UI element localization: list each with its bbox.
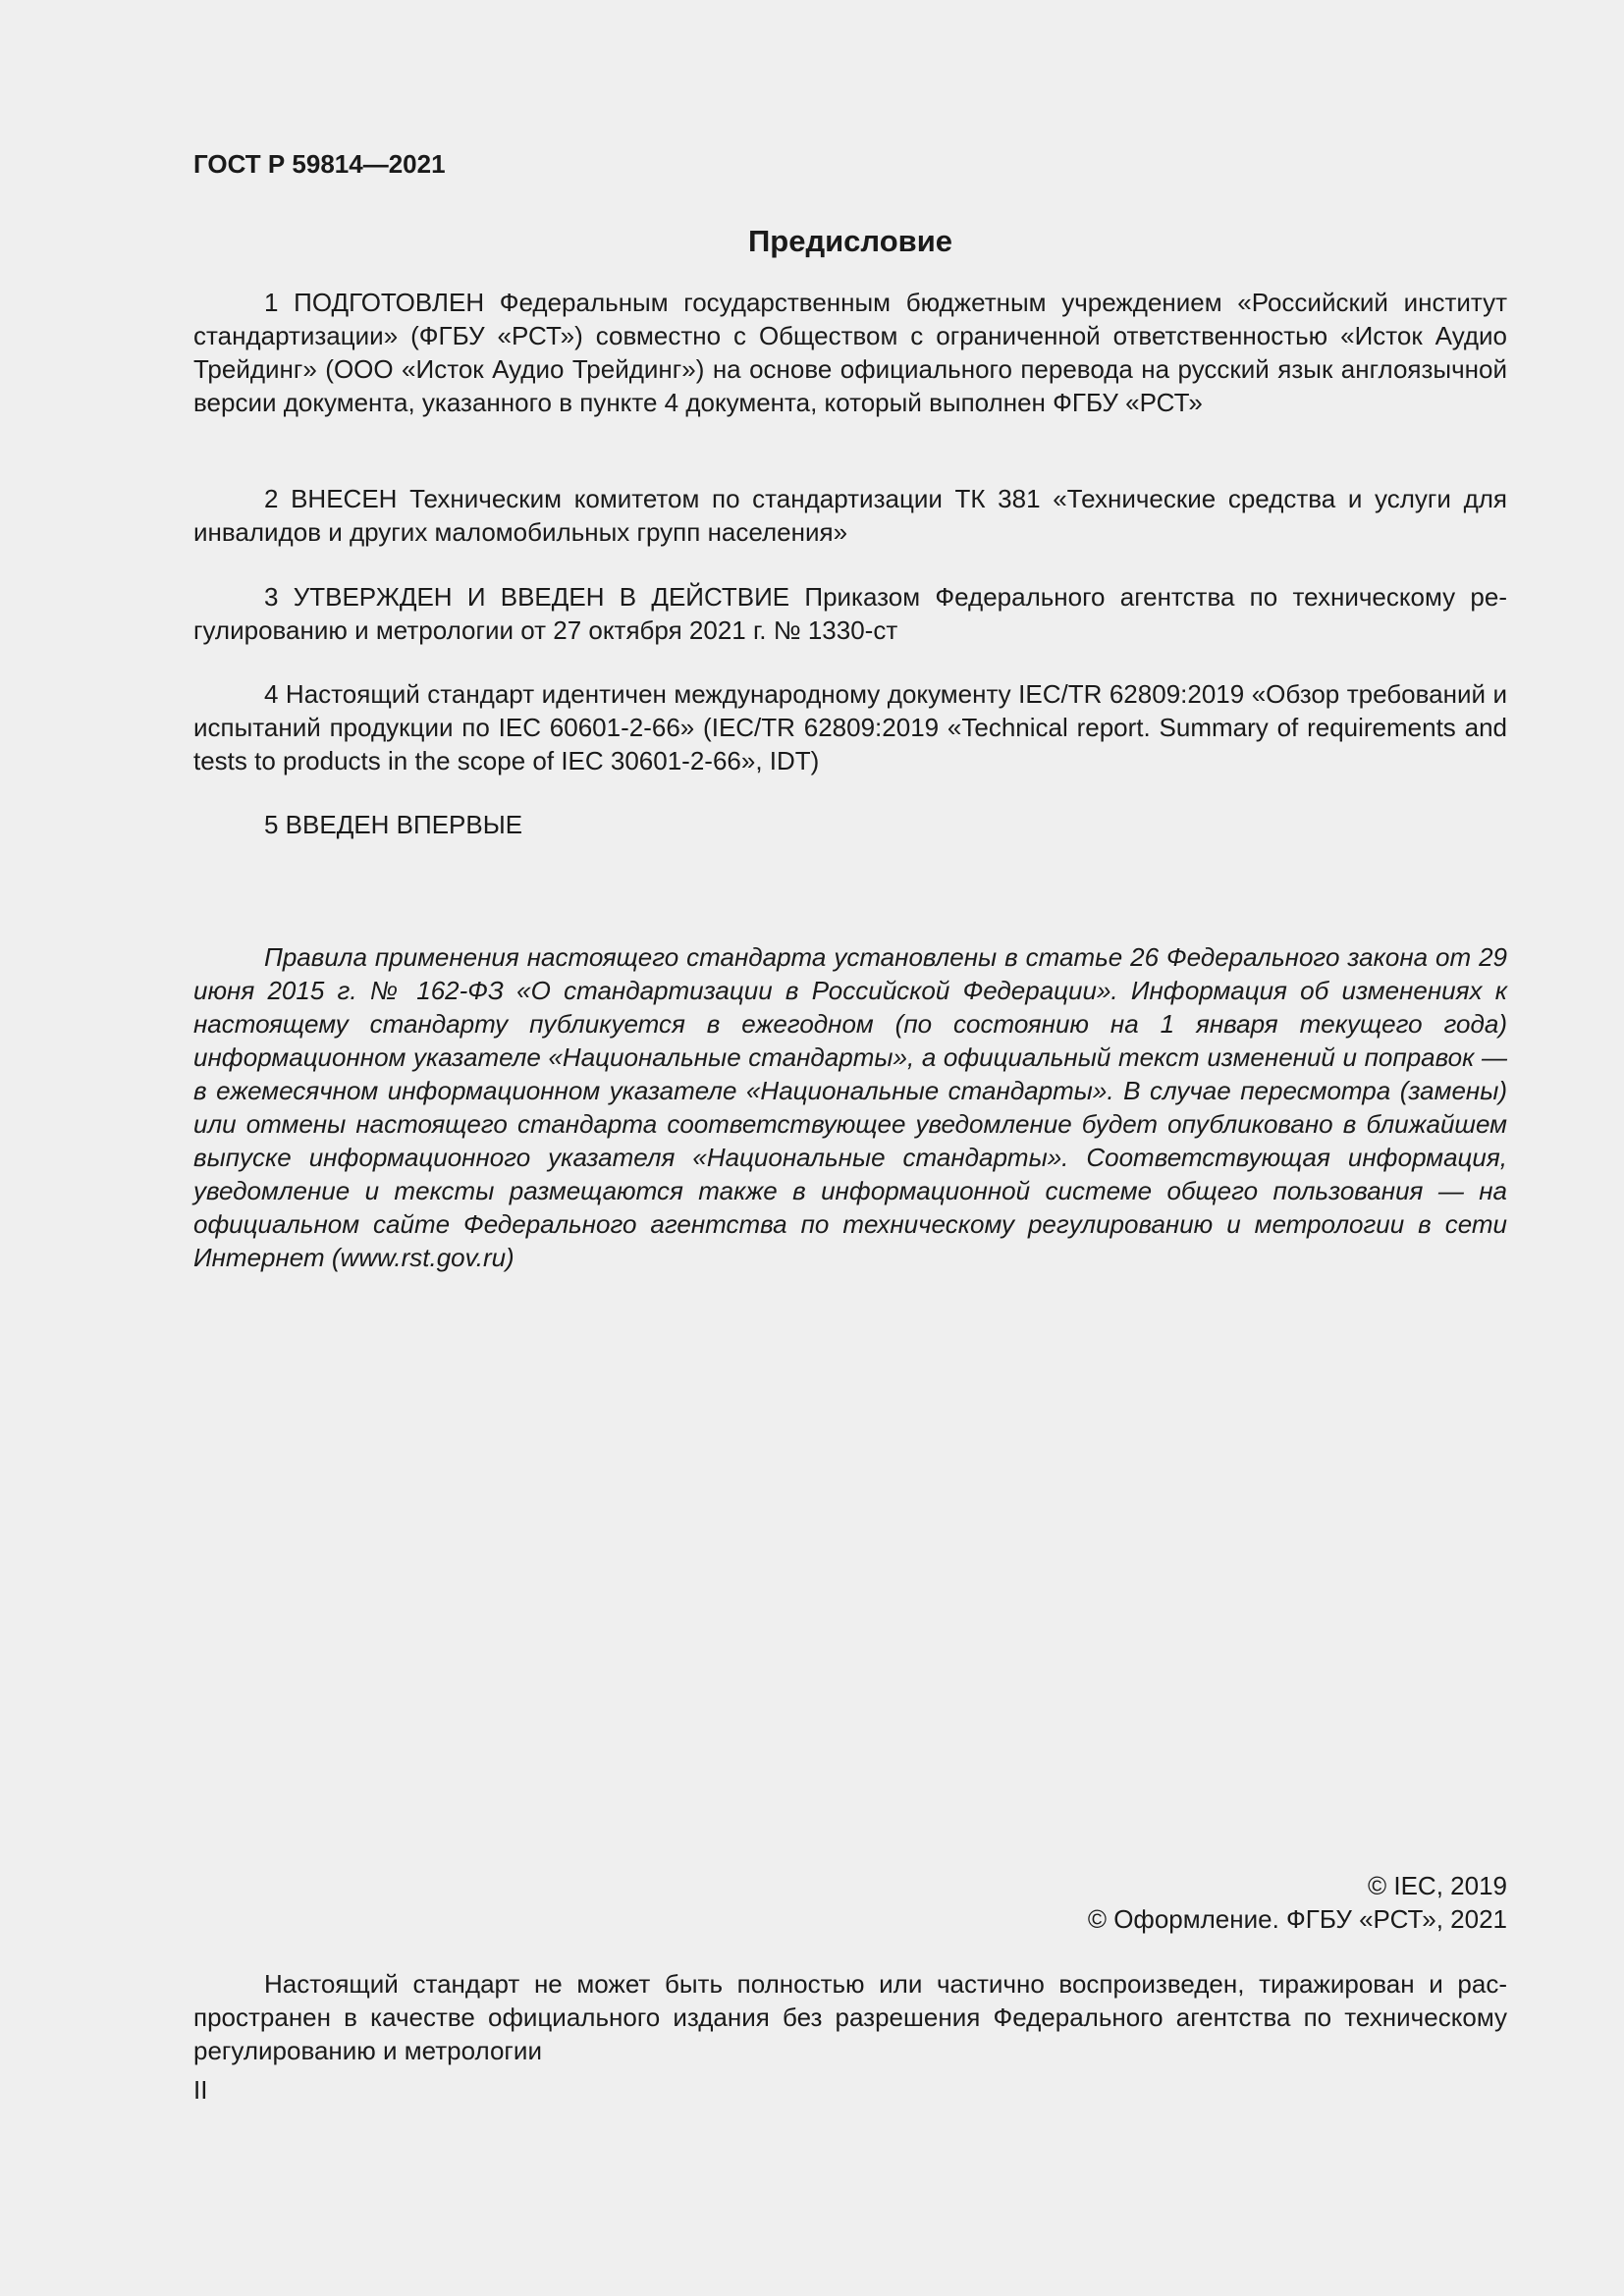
foreword-paragraph-4: 4 Настоящий стандарт идентичен международному документу IEC/TR 62809:2019 «Обзор требований и испытаний продукции по IEC 60601-2-66» (IEC/TR 62809:2019 «Technical report. Summary of requirements and tests to products in the scope of IEC 30601-2-66», IDT) [193, 679, 1507, 775]
copyright-iec: © IEC, 2019 [1367, 1871, 1507, 1900]
document-page [193, 0, 1507, 2296]
copyright-block [1088, 1869, 1507, 1936]
document-id: ГОСТ Р 59814—2021 [193, 149, 446, 179]
page-number: II [193, 2075, 208, 2105]
copyright-design: © Оформление. ФГБУ «РСТ», 2021 [1087, 1904, 1507, 1934]
reproduction-notice: Настоящий стандарт не может быть полностью или частично воспроизведен, тиражирован и распространен в качестве официального издания без разрешения Федерального агентства по техническому регулированию и метрологии [193, 1969, 1507, 2065]
foreword-paragraph-5: 5 ВВЕДЕН ВПЕРВЫЕ [264, 810, 523, 839]
page-title: Предисловие [747, 224, 952, 258]
application-rules-notice: Правила применения настоящего стандарта установлены в статье 26 Федерального закона от 29 июня 2015 г. № 162-ФЗ «О стандартизации в Российской Федерации». Информация об изменениях к настоящему стандарту публикуется в ежегодном (по состоянию на 1 января текущего года) информационном указателе «Национальные стандарты», а официальный текст изменений и поправок — в ежемесячном информационном указателе «Национальные стандарты». В случае пересмотра (замены) или отмены настоящего стандарта соответствующее уведомление будет опубликовано в ближайшем выпуске информационного указателя «Национальные стандарты». Соответствующая информация, уведомление и тексты размещаются также в информационной системе общего пользования — на официальном сайте Федерального агентства по техническому регулированию и метрологии в сети Интернет (www.rst.gov.ru) [193, 942, 1507, 1272]
foreword-paragraph-2: 2 ВНЕСЕН Техническим комитетом по стандартизации ТК 381 «Технические средства и услуги для инвалидов и других маломобильных групп населения» [193, 484, 1507, 547]
foreword-paragraph-1: 1 ПОДГОТОВЛЕН Федеральным государственным бюджетным учреждением «Российский институт стандартизации» (ФГБУ «РСТ») совместно с Обществом с ограниченной ответственностью «Исток Аудио Трейдинг» (ООО «Исток Аудио Трейдинг») на основе официального перевода на русский язык англоязычной версии документа, указанного в пункте 4 документа, который выполнен ФГБУ «РСТ» [193, 288, 1507, 417]
foreword-paragraph-3: 3 УТВЕРЖДЕН И ВВЕДЕН В ДЕЙСТВИЕ Приказом Федерального агентства по техническому регулированию и метрологии от 27 октября 2021 г. № 1330-ст [193, 582, 1507, 645]
